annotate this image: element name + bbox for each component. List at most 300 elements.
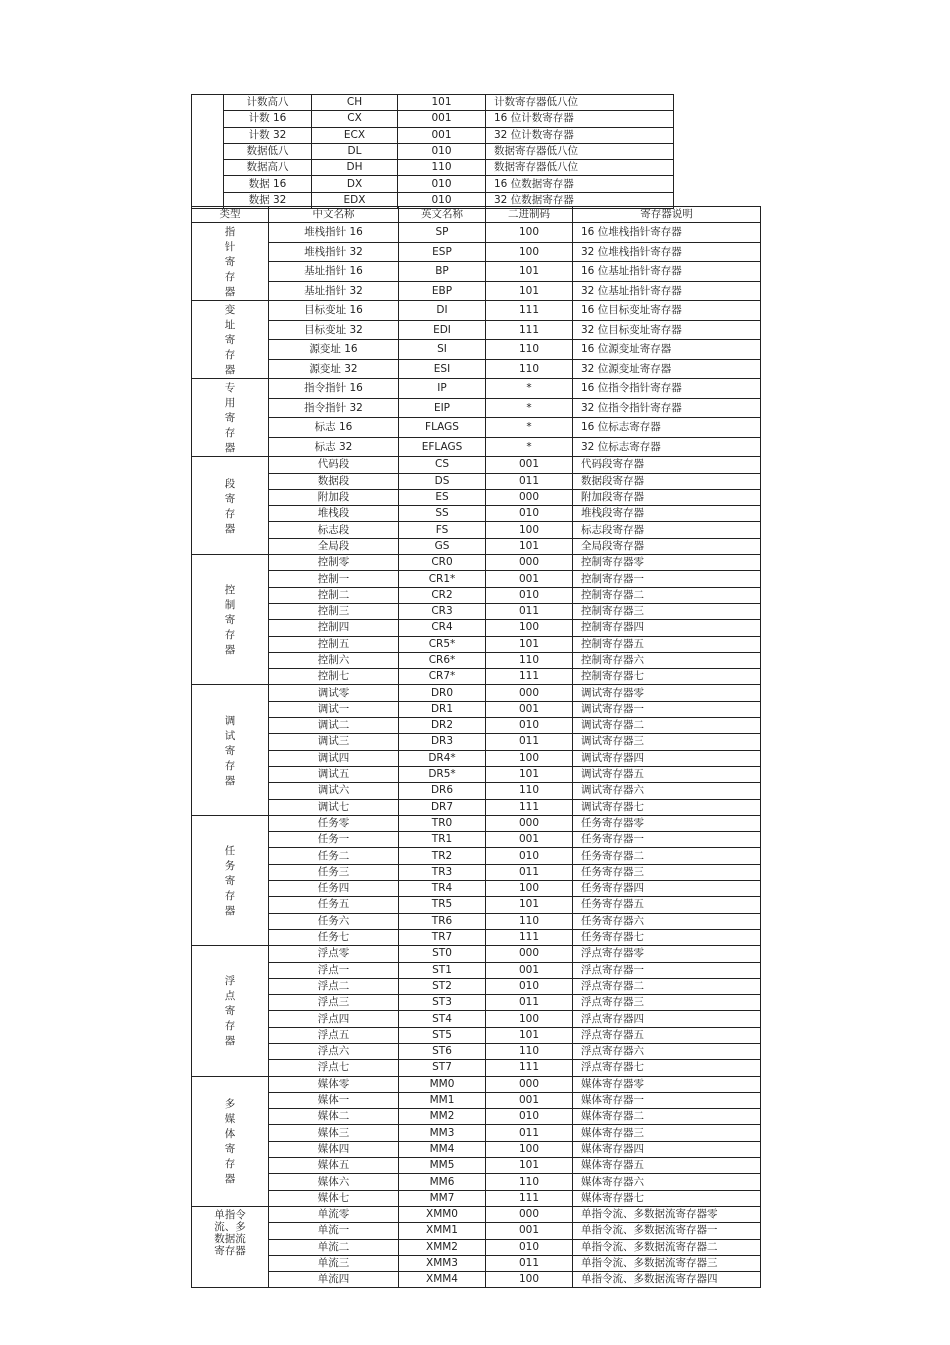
type-label-char: 调 <box>224 714 236 727</box>
type-label-char: 址 <box>224 319 236 332</box>
type-label-char: 器 <box>224 286 236 299</box>
english-name-cell: CS <box>399 457 486 473</box>
binary-code-cell: 011 <box>486 473 573 489</box>
table-row <box>192 962 761 978</box>
english-name-cell: SP <box>399 223 486 243</box>
binary-code-cell: 111 <box>486 1190 573 1206</box>
description-cell: 32 位标志寄存器 <box>573 437 761 457</box>
binary-code-cell: 010 <box>486 506 573 522</box>
description-cell: 数据寄存器低八位 <box>486 160 674 176</box>
english-name-cell: EFLAGS <box>399 437 486 457</box>
chinese-name-cell: 源变址 16 <box>269 340 399 360</box>
description-cell: 调试寄存器六 <box>573 783 761 799</box>
binary-code-cell: 100 <box>486 223 573 243</box>
binary-code-cell: 110 <box>486 359 573 379</box>
english-name-cell: MM3 <box>399 1125 486 1141</box>
description-cell: 任务寄存器一 <box>573 832 761 848</box>
chinese-name-cell: 单流三 <box>269 1255 399 1271</box>
chinese-name-cell: 调试四 <box>269 750 399 766</box>
chinese-name-cell: 浮点二 <box>269 978 399 994</box>
english-name-cell: ST2 <box>399 978 486 994</box>
description-cell: 调试寄存器一 <box>573 701 761 717</box>
description-cell: 数据段寄存器 <box>573 473 761 489</box>
english-name-cell: CH <box>312 95 398 111</box>
type-label-char: 存 <box>224 349 236 362</box>
binary-code-cell: 011 <box>486 995 573 1011</box>
binary-code-cell: 011 <box>486 864 573 880</box>
chinese-name-cell: 堆栈段 <box>269 506 399 522</box>
chinese-name-cell: 媒体五 <box>269 1158 399 1174</box>
table-row <box>192 669 761 685</box>
type-label-char: 寄 <box>224 744 236 757</box>
english-name-cell: DX <box>312 176 398 192</box>
description-cell: 控制寄存器零 <box>573 555 761 571</box>
description-cell: 浮点寄存器三 <box>573 995 761 1011</box>
table-row <box>192 1076 761 1092</box>
description-cell: 媒体寄存器四 <box>573 1141 761 1157</box>
chinese-name-cell: 堆栈指针 16 <box>269 223 399 243</box>
table-row <box>192 995 761 1011</box>
description-cell: 单指令流、多数据流寄存器三 <box>573 1255 761 1271</box>
description-cell: 16 位计数寄存器 <box>486 111 674 127</box>
table-row <box>192 799 761 815</box>
chinese-name-cell: 任务五 <box>269 897 399 913</box>
table-row <box>192 701 761 717</box>
description-cell: 浮点寄存器一 <box>573 962 761 978</box>
table-row <box>192 1190 761 1206</box>
chinese-name-cell: 控制二 <box>269 587 399 603</box>
type-label-char: 寄 <box>224 614 236 627</box>
type-label-char: 媒 <box>224 1113 236 1126</box>
chinese-name-cell: 基址指针 16 <box>269 262 399 282</box>
register-table <box>191 206 761 1288</box>
table-row <box>192 946 761 962</box>
chinese-name-cell: 数据 16 <box>224 176 312 192</box>
english-name-cell: XMM4 <box>399 1272 486 1288</box>
english-name-cell: MM5 <box>399 1158 486 1174</box>
description-cell: 32 位堆栈指针寄存器 <box>573 242 761 262</box>
description-cell: 调试寄存器零 <box>573 685 761 701</box>
english-name-cell: TR0 <box>399 815 486 831</box>
type-label-char: 寄 <box>224 334 236 347</box>
table-row <box>192 913 761 929</box>
binary-code-cell: 100 <box>486 750 573 766</box>
chinese-name-cell: 单流零 <box>269 1206 399 1222</box>
table-row <box>192 603 761 619</box>
binary-code-cell: 101 <box>486 766 573 782</box>
description-cell: 浮点寄存器四 <box>573 1011 761 1027</box>
chinese-name-cell: 任务七 <box>269 929 399 945</box>
chinese-name-cell: 任务三 <box>269 864 399 880</box>
binary-code-cell: 001 <box>486 457 573 473</box>
english-name-cell: CR4 <box>399 620 486 636</box>
description-cell: 控制寄存器五 <box>573 636 761 652</box>
register-type-label <box>192 946 269 1076</box>
binary-code-cell: 111 <box>486 301 573 321</box>
register-table-continued <box>191 94 674 209</box>
binary-code-cell: 101 <box>486 897 573 913</box>
description-cell: 任务寄存器五 <box>573 897 761 913</box>
description-cell: 任务寄存器四 <box>573 881 761 897</box>
english-name-cell: SI <box>399 340 486 360</box>
table-row <box>192 160 674 176</box>
binary-code-cell: 010 <box>486 1109 573 1125</box>
description-cell: 16 位堆栈指针寄存器 <box>573 223 761 243</box>
binary-code-cell: 010 <box>398 176 486 192</box>
binary-code-cell: 110 <box>398 160 486 176</box>
binary-code-cell: * <box>486 379 573 399</box>
type-label-char: 控 <box>224 584 236 597</box>
binary-code-cell: 111 <box>486 669 573 685</box>
description-cell: 调试寄存器七 <box>573 799 761 815</box>
chinese-name-cell: 浮点七 <box>269 1060 399 1076</box>
english-name-cell: MM1 <box>399 1092 486 1108</box>
table-row <box>192 1060 761 1076</box>
chinese-name-cell: 调试一 <box>269 701 399 717</box>
table-row <box>192 1158 761 1174</box>
type-label-char: 变 <box>224 304 236 317</box>
english-name-cell: MM6 <box>399 1174 486 1190</box>
description-cell: 32 位基址指针寄存器 <box>573 281 761 301</box>
english-name-cell: DR1 <box>399 701 486 717</box>
table-row <box>192 571 761 587</box>
description-cell: 16 位源变址寄存器 <box>573 340 761 360</box>
chinese-name-cell: 浮点五 <box>269 1027 399 1043</box>
chinese-name-cell: 堆栈指针 32 <box>269 242 399 262</box>
table-row <box>192 636 761 652</box>
chinese-name-cell: 调试零 <box>269 685 399 701</box>
description-cell: 调试寄存器四 <box>573 750 761 766</box>
type-label-char: 用 <box>224 397 236 410</box>
type-label-char: 寄 <box>224 875 236 888</box>
chinese-name-cell: 调试七 <box>269 799 399 815</box>
type-label-char: 存 <box>224 890 236 903</box>
chinese-name-cell: 附加段 <box>269 489 399 505</box>
table-header-row <box>192 207 761 223</box>
header-description: 寄存器说明 <box>573 207 761 223</box>
description-cell: 任务寄存器零 <box>573 815 761 831</box>
table-row <box>192 1043 761 1059</box>
description-cell: 任务寄存器二 <box>573 848 761 864</box>
description-cell: 32 位源变址寄存器 <box>573 359 761 379</box>
binary-code-cell: * <box>486 398 573 418</box>
binary-code-cell: 110 <box>486 913 573 929</box>
binary-code-cell: 001 <box>398 111 486 127</box>
chinese-name-cell: 浮点一 <box>269 962 399 978</box>
description-cell: 控制寄存器四 <box>573 620 761 636</box>
chinese-name-cell: 任务零 <box>269 815 399 831</box>
english-name-cell: EDI <box>399 320 486 340</box>
binary-code-cell: 110 <box>486 783 573 799</box>
description-cell: 控制寄存器三 <box>573 603 761 619</box>
chinese-name-cell: 计数高八 <box>224 95 312 111</box>
chinese-name-cell: 媒体一 <box>269 1092 399 1108</box>
chinese-name-cell: 任务二 <box>269 848 399 864</box>
type-label-char: 点 <box>224 990 236 1003</box>
binary-code-cell: 101 <box>398 95 486 111</box>
chinese-name-cell: 全局段 <box>269 538 399 554</box>
description-cell: 单指令流、多数据流寄存器零 <box>573 1206 761 1222</box>
binary-code-cell: 010 <box>398 192 486 208</box>
binary-code-cell: 110 <box>486 1043 573 1059</box>
binary-code-cell: 010 <box>398 143 486 159</box>
english-name-cell: ESP <box>399 242 486 262</box>
binary-code-cell: 101 <box>486 1027 573 1043</box>
english-name-cell: FLAGS <box>399 418 486 438</box>
type-label-char: 寄 <box>224 1005 236 1018</box>
binary-code-cell: 011 <box>486 603 573 619</box>
table-row <box>192 881 761 897</box>
type-label-char: 多 <box>224 1098 236 1111</box>
description-cell: 媒体寄存器三 <box>573 1125 761 1141</box>
table-row <box>192 143 674 159</box>
binary-code-cell: 111 <box>486 1060 573 1076</box>
english-name-cell: ESI <box>399 359 486 379</box>
chinese-name-cell: 浮点四 <box>269 1011 399 1027</box>
english-name-cell: DR6 <box>399 783 486 799</box>
binary-code-cell: * <box>486 437 573 457</box>
chinese-name-cell: 任务一 <box>269 832 399 848</box>
binary-code-cell: 110 <box>486 652 573 668</box>
table-row <box>192 1092 761 1108</box>
type-label-char: 专 <box>224 382 236 395</box>
description-cell: 16 位指令指针寄存器 <box>573 379 761 399</box>
chinese-name-cell: 单流四 <box>269 1272 399 1288</box>
binary-code-cell: 011 <box>486 734 573 750</box>
english-name-cell: ST0 <box>399 946 486 962</box>
english-name-cell: DR3 <box>399 734 486 750</box>
english-name-cell: CR1* <box>399 571 486 587</box>
english-name-cell: EBP <box>399 281 486 301</box>
description-cell: 任务寄存器七 <box>573 929 761 945</box>
english-name-cell: DI <box>399 301 486 321</box>
chinese-name-cell: 控制一 <box>269 571 399 587</box>
description-cell: 浮点寄存器五 <box>573 1027 761 1043</box>
binary-code-cell: 101 <box>486 538 573 554</box>
type-label-char: 制 <box>224 599 236 612</box>
binary-code-cell: 010 <box>486 848 573 864</box>
chinese-name-cell: 代码段 <box>269 457 399 473</box>
table-row <box>192 815 761 831</box>
chinese-name-cell: 媒体四 <box>269 1141 399 1157</box>
type-label-char: 寄 <box>224 412 236 425</box>
type-label-char: 器 <box>224 774 236 787</box>
register-type-label <box>192 555 269 685</box>
description-cell: 堆栈段寄存器 <box>573 506 761 522</box>
english-name-cell: IP <box>399 379 486 399</box>
description-cell: 调试寄存器三 <box>573 734 761 750</box>
binary-code-cell: 000 <box>486 555 573 571</box>
table-row <box>192 1239 761 1255</box>
binary-code-cell: 111 <box>486 929 573 945</box>
english-name-cell: TR3 <box>399 864 486 880</box>
english-name-cell: ES <box>399 489 486 505</box>
description-cell: 调试寄存器二 <box>573 718 761 734</box>
description-cell: 16 位目标变址寄存器 <box>573 301 761 321</box>
table-row <box>192 1141 761 1157</box>
binary-code-cell: 010 <box>486 587 573 603</box>
description-cell: 任务寄存器三 <box>573 864 761 880</box>
english-name-cell: DL <box>312 143 398 159</box>
description-cell: 浮点寄存器七 <box>573 1060 761 1076</box>
description-cell: 标志段寄存器 <box>573 522 761 538</box>
binary-code-cell: 000 <box>486 815 573 831</box>
english-name-cell: DR4* <box>399 750 486 766</box>
table-row <box>192 864 761 880</box>
chinese-name-cell: 数据高八 <box>224 160 312 176</box>
type-label-char: 段 <box>224 477 236 490</box>
description-cell: 控制寄存器二 <box>573 587 761 603</box>
header-binary-code: 二进制码 <box>486 207 573 223</box>
description-cell: 浮点寄存器六 <box>573 1043 761 1059</box>
table-row <box>192 685 761 701</box>
table-row <box>192 379 761 399</box>
chinese-name-cell: 控制零 <box>269 555 399 571</box>
type-label-char: 体 <box>224 1128 236 1141</box>
binary-code-cell: 001 <box>486 1223 573 1239</box>
english-name-cell: ST1 <box>399 962 486 978</box>
register-type-label <box>192 1076 269 1206</box>
description-cell: 计数寄存器低八位 <box>486 95 674 111</box>
description-cell: 任务寄存器六 <box>573 913 761 929</box>
type-label-char: 存 <box>224 629 236 642</box>
binary-code-cell: 101 <box>486 1158 573 1174</box>
binary-code-cell: 111 <box>486 320 573 340</box>
binary-code-cell: 001 <box>398 127 486 143</box>
chinese-name-cell: 标志 16 <box>269 418 399 438</box>
chinese-name-cell: 浮点六 <box>269 1043 399 1059</box>
english-name-cell: BP <box>399 262 486 282</box>
binary-code-cell: 101 <box>486 262 573 282</box>
chinese-name-cell: 任务四 <box>269 881 399 897</box>
english-name-cell: CR5* <box>399 636 486 652</box>
table-row <box>192 127 674 143</box>
binary-code-cell: 001 <box>486 962 573 978</box>
type-label-char: 针 <box>224 241 236 254</box>
english-name-cell: EDX <box>312 192 398 208</box>
english-name-cell: DR5* <box>399 766 486 782</box>
table-row <box>192 301 761 321</box>
description-cell: 控制寄存器七 <box>573 669 761 685</box>
type-label-char: 浮 <box>224 975 236 988</box>
english-name-cell: XMM2 <box>399 1239 486 1255</box>
chinese-name-cell: 基址指针 32 <box>269 281 399 301</box>
description-cell: 调试寄存器五 <box>573 766 761 782</box>
table-row <box>192 1223 761 1239</box>
table-row <box>192 832 761 848</box>
english-name-cell: EIP <box>399 398 486 418</box>
register-type-label <box>192 815 269 945</box>
type-label-char: 寄 <box>224 256 236 269</box>
chinese-name-cell: 媒体七 <box>269 1190 399 1206</box>
type-label-char: 器 <box>224 1035 236 1048</box>
table-row <box>192 1174 761 1190</box>
table-row <box>192 320 761 340</box>
binary-code-cell: 111 <box>486 799 573 815</box>
description-cell: 32 位目标变址寄存器 <box>573 320 761 340</box>
type-label-char: 器 <box>224 364 236 377</box>
description-cell: 媒体寄存器二 <box>573 1109 761 1125</box>
table-row <box>192 1027 761 1043</box>
table-row <box>192 457 761 473</box>
register-type-label <box>192 379 269 457</box>
description-cell: 媒体寄存器一 <box>573 1092 761 1108</box>
english-name-cell: CR2 <box>399 587 486 603</box>
type-label-char: 存 <box>224 271 236 284</box>
type-label-char: 存 <box>224 759 236 772</box>
binary-code-cell: 000 <box>486 1076 573 1092</box>
chinese-name-cell: 调试五 <box>269 766 399 782</box>
type-label-char: 务 <box>224 860 236 873</box>
chinese-name-cell: 目标变址 32 <box>269 320 399 340</box>
table-row <box>192 750 761 766</box>
binary-code-cell: 100 <box>486 620 573 636</box>
type-label-char: 器 <box>224 522 236 535</box>
header-english-name: 英文名称 <box>399 207 486 223</box>
english-name-cell: ST3 <box>399 995 486 1011</box>
chinese-name-cell: 控制三 <box>269 603 399 619</box>
register-type-label <box>192 685 269 815</box>
chinese-name-cell: 数据低八 <box>224 143 312 159</box>
chinese-name-cell: 控制六 <box>269 652 399 668</box>
type-label-char: 试 <box>224 729 236 742</box>
description-cell: 单指令流、多数据流寄存器一 <box>573 1223 761 1239</box>
binary-code-cell: 100 <box>486 881 573 897</box>
table-row <box>192 223 761 243</box>
binary-code-cell: 100 <box>486 1272 573 1288</box>
table-row <box>192 929 761 945</box>
binary-code-cell: 100 <box>486 1011 573 1027</box>
table-row <box>192 489 761 505</box>
table-row <box>192 1255 761 1271</box>
description-cell: 附加段寄存器 <box>573 489 761 505</box>
chinese-name-cell: 指令指针 32 <box>269 398 399 418</box>
english-name-cell: XMM3 <box>399 1255 486 1271</box>
type-label-char: 存 <box>224 1158 236 1171</box>
table-row <box>192 1125 761 1141</box>
binary-code-cell: * <box>486 418 573 438</box>
description-cell: 媒体寄存器五 <box>573 1158 761 1174</box>
binary-code-cell: 100 <box>486 1141 573 1157</box>
type-label-char: 指 <box>224 226 236 239</box>
english-name-cell: ST5 <box>399 1027 486 1043</box>
english-name-cell: MM2 <box>399 1109 486 1125</box>
register-type-label <box>192 223 269 301</box>
chinese-name-cell: 数据段 <box>269 473 399 489</box>
description-cell: 16 位基址指针寄存器 <box>573 262 761 282</box>
english-name-cell: TR2 <box>399 848 486 864</box>
description-cell: 32 位计数寄存器 <box>486 127 674 143</box>
table-row <box>192 95 674 111</box>
table-row <box>192 652 761 668</box>
binary-code-cell: 010 <box>486 718 573 734</box>
binary-code-cell: 101 <box>486 636 573 652</box>
table-row <box>192 398 761 418</box>
binary-code-cell: 011 <box>486 1255 573 1271</box>
table-row <box>192 522 761 538</box>
table-row <box>192 555 761 571</box>
table-row <box>192 587 761 603</box>
english-name-cell: MM4 <box>399 1141 486 1157</box>
english-name-cell: TR6 <box>399 913 486 929</box>
description-cell: 媒体寄存器六 <box>573 1174 761 1190</box>
table-row <box>192 340 761 360</box>
table-row <box>192 437 761 457</box>
table-row <box>192 506 761 522</box>
description-cell: 媒体寄存器七 <box>573 1190 761 1206</box>
type-label-char: 器 <box>224 1173 236 1186</box>
chinese-name-cell: 调试三 <box>269 734 399 750</box>
